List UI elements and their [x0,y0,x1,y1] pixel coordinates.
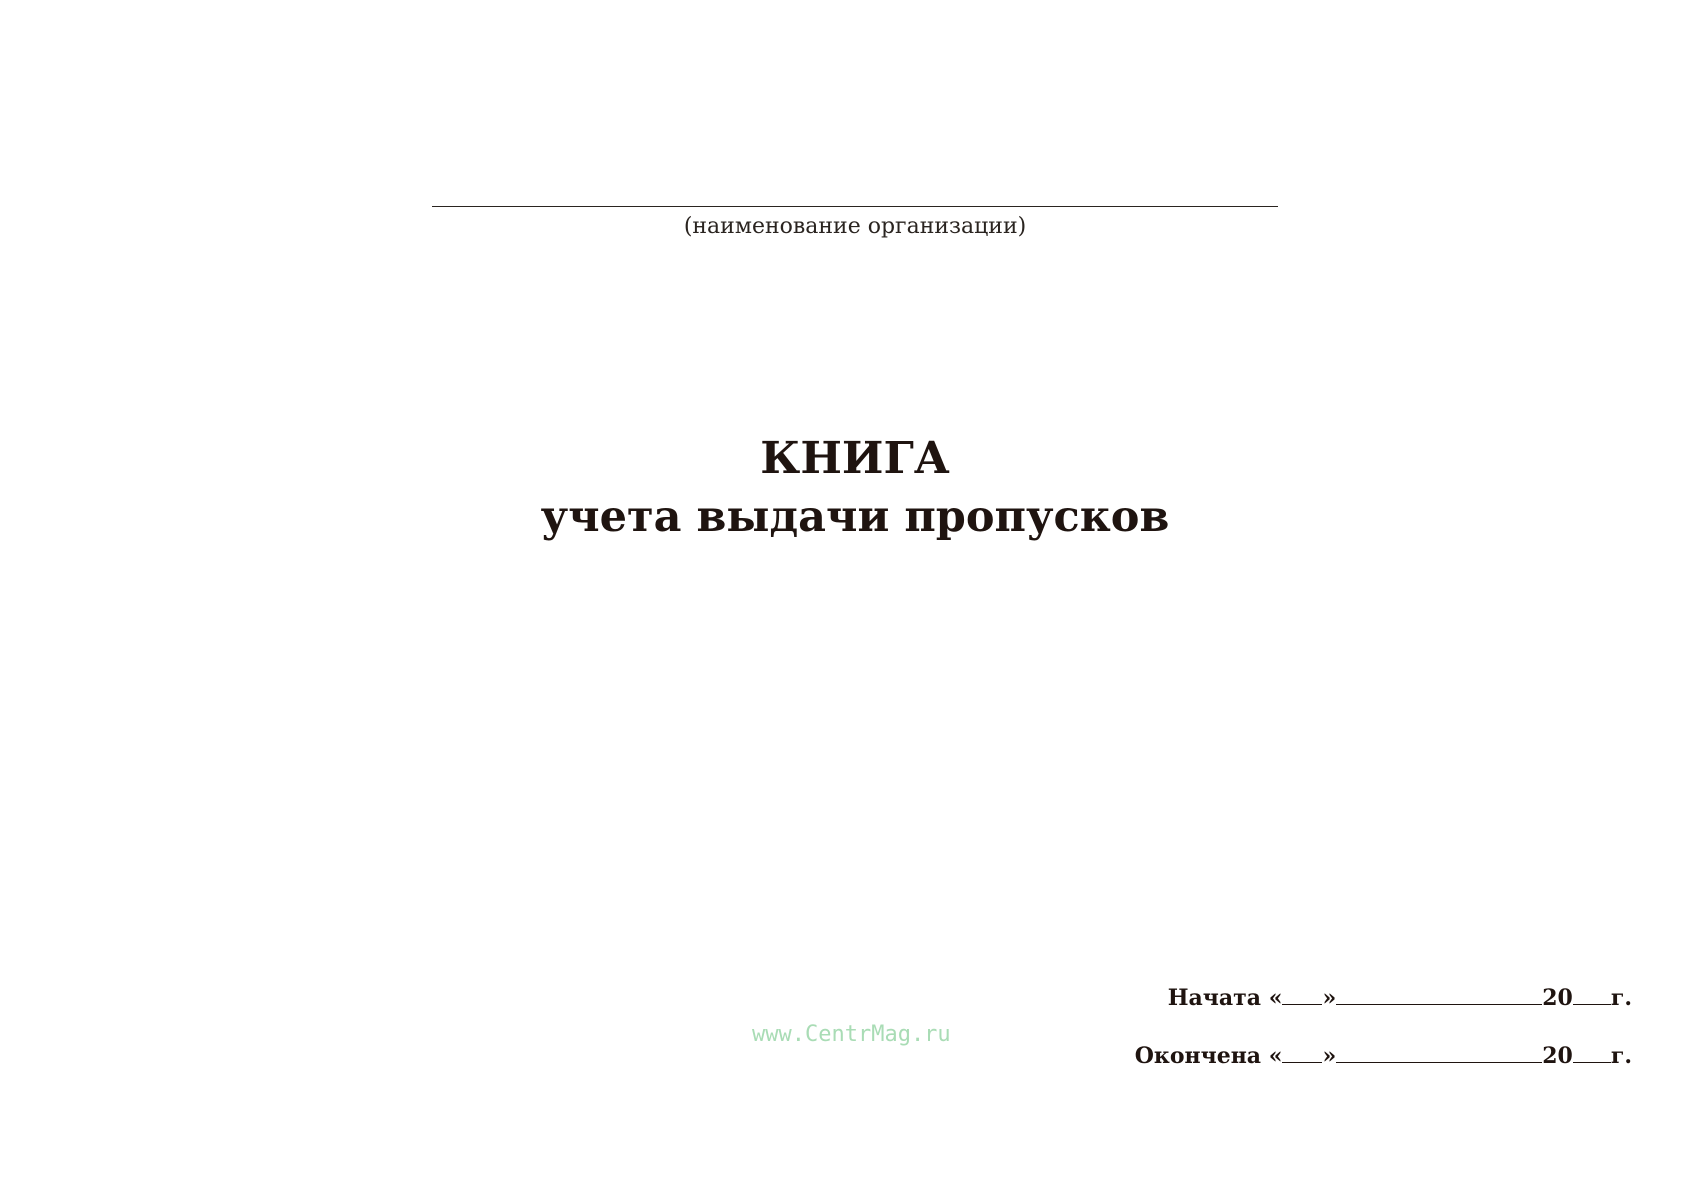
title-line-2: учета выдачи пропусков [540,492,1170,542]
watermark: www.CentrMag.ru [752,1022,951,1047]
started-year-blank [1573,984,1611,1005]
started-day-blank [1282,984,1322,1005]
started-month-blank [1336,984,1542,1005]
ended-day-blank [1282,1042,1322,1063]
open-quote: « [1268,1043,1283,1069]
title-line-1: КНИГА [760,433,950,484]
close-quote: » [1322,1043,1337,1069]
ended-date-line [1135,1042,1632,1069]
organization-caption: (наименование организации) [683,214,1027,239]
close-quote: » [1322,985,1337,1011]
ended-label: Окончена [1134,1043,1262,1069]
organization-name-line [432,206,1278,207]
document-title [0,430,1697,546]
started-label: Начата [1167,985,1262,1011]
ended-century: 20 [1542,1043,1573,1069]
started-date-line [1168,984,1632,1011]
open-quote: « [1268,985,1283,1011]
started-year-suffix: г. [1610,985,1632,1011]
ended-year-blank [1573,1042,1611,1063]
ended-year-suffix: г. [1610,1043,1632,1069]
ended-month-blank [1336,1042,1542,1063]
started-century: 20 [1542,985,1573,1011]
